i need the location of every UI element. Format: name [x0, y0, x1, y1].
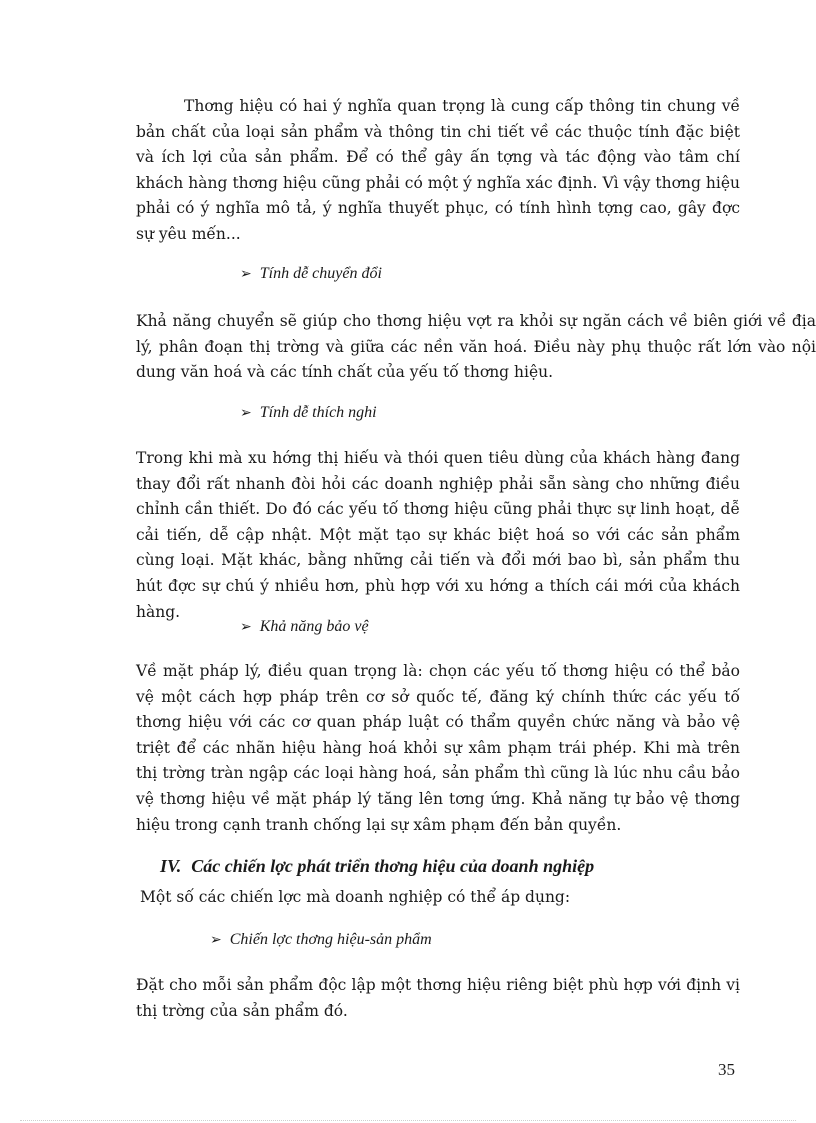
paragraph-adaptability: Trong khi mà xu hớng thị hiếu và thói quen tiêu dùng của khách hàng đang thay đổi rất nhanh đòi hỏi các doanh nghiệp phải sẵn sàng cho những điều chỉnh cần thiết. Do đó các yếu tố thơng hiệu cũng phải thực sự linh hoạt, dễ cải tiến, dễ cập nhật. Một mặt tạo sự khác biệt hoá so với các sản phẩm cùng loại. Mặt khác, bằng những cải tiến và đổi mới bao bì, sản phẩm thu hút đợc sự chú ý nhiều hơn, phù hợp với xu hớng a thích cái mới của khách hàng.: [136, 449, 740, 621]
paragraph-brand-product: Đặt cho mỗi sản phẩm độc lập một thơng hiệu riêng biệt phù hợp với định vị thị trờng của sản phẩm đó.: [136, 976, 740, 1020]
arrow-bullet-icon: ➢: [240, 620, 252, 635]
section-number: IV.: [160, 856, 182, 876]
paragraph-convertibility: Khả năng chuyển sẽ giúp cho thơng hiệu vợt ra khỏi sự ngăn cách về biên giới về địa lý, phân đoạn thị trờng và giữa các nền văn hoá. Điều này phụ thuộc rất lớn vào nội dung văn hoá và các tính chất của yếu tố thơng hiệu.: [136, 312, 816, 382]
bullet-protection: [240, 618, 369, 636]
bullet-label: Tính dễ thích nghi: [259, 404, 377, 421]
bullet-brand-product-strategy: [210, 931, 432, 949]
bullet-convertibility: [240, 265, 382, 283]
section-title: Các chiến lợc phát triển thơng hiệu của doanh nghiệp: [191, 856, 595, 876]
arrow-bullet-icon: ➢: [240, 406, 252, 421]
paragraph-protection: Về mặt pháp lý, điều quan trọng là: chọn các yếu tố thơng hiệu có thể bảo vệ một cách hợp pháp trên cơ sở quốc tế, đăng ký chính thức các yếu tố thơng hiệu với các cơ quan pháp luật có thẩm quyền chức năng và bảo vệ triệt để các nhãn hiệu hàng hoá khỏi sự xâm phạm trái phép. Khi mà trên thị trờng tràn ngập các loại hàng hoá, sản phẩm thì cũng là lúc nhu cầu bảo vệ thơng hiệu về mặt pháp lý tăng lên tơng ứng. Khả năng tự bảo vệ thơng hiệu trong cạnh tranh chống lại sự xâm phạm đến bản quyền.: [136, 662, 740, 834]
page-number: 35: [718, 1060, 735, 1079]
bullet-label: Khả năng bảo vệ: [259, 618, 369, 635]
bullet-label: Chiến lợc thơng hiệu-sản phẩm: [229, 931, 432, 948]
arrow-bullet-icon: ➢: [240, 267, 252, 282]
arrow-bullet-icon: ➢: [210, 933, 222, 948]
bullet-adaptability: [240, 404, 377, 422]
section-heading: [160, 856, 594, 877]
bullet-label: Tính dễ chuyển đổi: [259, 265, 382, 282]
section-intro: Một số các chiến lợc mà doanh nghiệp có thể áp dụng:: [140, 888, 571, 906]
footer-divider: [20, 1120, 796, 1121]
paragraph-brand-meaning: Thơng hiệu có hai ý nghĩa quan trọng là cung cấp thông tin chung về bản chất của loại sản phẩm và thông tin chi tiết về các thuộc tính đặc biệt và ích lợi của sản phẩm. Để có thể gây ấn tợng và tác động vào tâm chí khách hàng thơng hiệu cũng phải có một ý nghĩa xác định. Vì vậy thơng hiệu phải có ý nghĩa mô tả, ý nghĩa thuyết phục, có tính hình tợng cao, gây đợc sự yêu mến...: [136, 97, 740, 243]
